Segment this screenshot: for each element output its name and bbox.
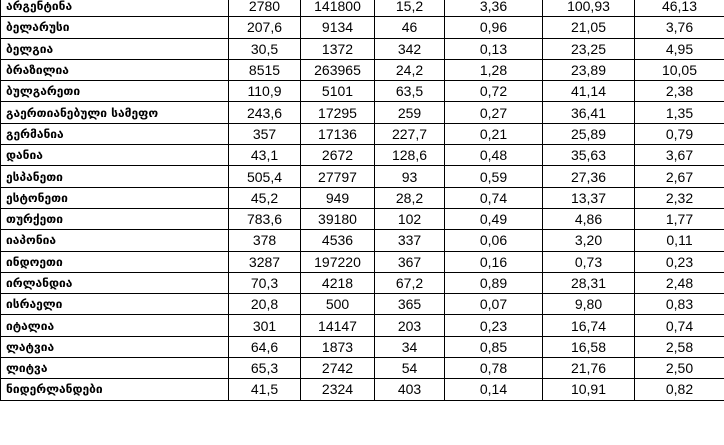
area-cell: 70,3 (229, 272, 301, 293)
area-cell: 357 (229, 123, 301, 144)
area-cell: 301 (229, 315, 301, 336)
density-cell: 34 (375, 336, 445, 357)
index-cell: 100,93 (543, 0, 635, 17)
area-cell: 30,5 (229, 38, 301, 59)
share-cell: 46,13 (635, 0, 724, 17)
country-cell: ინდოეთი (1, 251, 229, 272)
share-cell: 0,79 (635, 123, 724, 144)
area-cell: 2780 (229, 0, 301, 17)
share-cell: 1,77 (635, 208, 724, 229)
table-row (1, 294, 724, 315)
table-row (1, 208, 724, 229)
index-cell: 13,37 (543, 187, 635, 208)
area-cell: 783,6 (229, 208, 301, 229)
index-cell: 16,74 (543, 315, 635, 336)
ratio-cell: 0,23 (445, 315, 543, 336)
index-cell: 4,86 (543, 208, 635, 229)
value-cell: 1873 (301, 336, 375, 357)
index-cell: 41,14 (543, 81, 635, 102)
ratio-cell: 0,59 (445, 166, 543, 187)
index-cell: 3,20 (543, 230, 635, 251)
country-cell: ბრაზილია (1, 59, 229, 80)
share-cell: 2,48 (635, 272, 724, 293)
area-cell: 45,2 (229, 187, 301, 208)
value-cell: 17136 (301, 123, 375, 144)
area-cell: 20,8 (229, 294, 301, 315)
table-row (1, 379, 724, 400)
table-row (1, 272, 724, 293)
table-row (1, 38, 724, 59)
density-cell: 54 (375, 358, 445, 379)
country-cell: ბულგარეთი (1, 81, 229, 102)
share-cell: 2,67 (635, 166, 724, 187)
table-row (1, 251, 724, 272)
table-row (1, 81, 724, 102)
value-cell: 9134 (301, 17, 375, 38)
table-row (1, 336, 724, 357)
index-cell: 23,25 (543, 38, 635, 59)
ratio-cell: 1,28 (445, 59, 543, 80)
ratio-cell: 0,78 (445, 358, 543, 379)
share-cell: 2,38 (635, 81, 724, 102)
density-cell: 102 (375, 208, 445, 229)
density-cell: 67,2 (375, 272, 445, 293)
ratio-cell: 0,07 (445, 294, 543, 315)
value-cell: 14147 (301, 315, 375, 336)
table-row (1, 102, 724, 123)
country-cell: ესპანეთი (1, 166, 229, 187)
ratio-cell: 0,72 (445, 81, 543, 102)
area-cell: 110,9 (229, 81, 301, 102)
country-cell: ბელარუსი (1, 17, 229, 38)
value-cell: 197220 (301, 251, 375, 272)
share-cell: 1,35 (635, 102, 724, 123)
share-cell: 2,58 (635, 336, 724, 357)
country-cell: ლატვია (1, 336, 229, 357)
index-cell: 35,63 (543, 145, 635, 166)
share-cell: 2,50 (635, 358, 724, 379)
value-cell: 2672 (301, 145, 375, 166)
value-cell: 2324 (301, 379, 375, 400)
density-cell: 367 (375, 251, 445, 272)
value-cell: 263965 (301, 59, 375, 80)
country-cell: თურქეთი (1, 208, 229, 229)
area-cell: 64,6 (229, 336, 301, 357)
table-row (1, 0, 724, 17)
index-cell: 28,31 (543, 272, 635, 293)
ratio-cell: 0,96 (445, 17, 543, 38)
country-cell: ირლანდია (1, 272, 229, 293)
country-cell: ნიდერლანდები (1, 379, 229, 400)
index-cell: 36,41 (543, 102, 635, 123)
value-cell: 500 (301, 294, 375, 315)
ratio-cell: 0,14 (445, 379, 543, 400)
country-cell: ესტონეთი (1, 187, 229, 208)
area-cell: 65,3 (229, 358, 301, 379)
index-cell: 21,05 (543, 17, 635, 38)
value-cell: 4536 (301, 230, 375, 251)
density-cell: 403 (375, 379, 445, 400)
density-cell: 46 (375, 17, 445, 38)
index-cell: 27,36 (543, 166, 635, 187)
value-cell: 1372 (301, 38, 375, 59)
value-cell: 2742 (301, 358, 375, 379)
ratio-cell: 0,13 (445, 38, 543, 59)
country-cell: იაპონია (1, 230, 229, 251)
ratio-cell: 0,48 (445, 145, 543, 166)
ratio-cell: 0,89 (445, 272, 543, 293)
country-cell: გერმანია (1, 123, 229, 144)
table-row (1, 358, 724, 379)
ratio-cell: 0,49 (445, 208, 543, 229)
density-cell: 93 (375, 166, 445, 187)
index-cell: 16,58 (543, 336, 635, 357)
density-cell: 337 (375, 230, 445, 251)
country-cell: ისრაელი (1, 294, 229, 315)
density-cell: 203 (375, 315, 445, 336)
table-row (1, 230, 724, 251)
share-cell: 3,67 (635, 145, 724, 166)
value-cell: 949 (301, 187, 375, 208)
ratio-cell: 0,16 (445, 251, 543, 272)
value-cell: 39180 (301, 208, 375, 229)
share-cell: 4,95 (635, 38, 724, 59)
density-cell: 365 (375, 294, 445, 315)
ratio-cell: 0,27 (445, 102, 543, 123)
share-cell: 0,23 (635, 251, 724, 272)
index-cell: 10,91 (543, 379, 635, 400)
table-row (1, 315, 724, 336)
density-cell: 28,2 (375, 187, 445, 208)
area-cell: 8515 (229, 59, 301, 80)
index-cell: 25,89 (543, 123, 635, 144)
density-cell: 15,2 (375, 0, 445, 17)
table-row (1, 166, 724, 187)
table-row (1, 145, 724, 166)
index-cell: 9,80 (543, 294, 635, 315)
density-cell: 342 (375, 38, 445, 59)
density-cell: 24,2 (375, 59, 445, 80)
country-cell: ლიტვა (1, 358, 229, 379)
area-cell: 41,5 (229, 379, 301, 400)
index-cell: 0,73 (543, 251, 635, 272)
area-cell: 43,1 (229, 145, 301, 166)
share-cell: 10,05 (635, 59, 724, 80)
index-cell: 21,76 (543, 358, 635, 379)
ratio-cell: 0,21 (445, 123, 543, 144)
table-row (1, 17, 724, 38)
area-cell: 207,6 (229, 17, 301, 38)
density-cell: 259 (375, 102, 445, 123)
area-cell: 505,4 (229, 166, 301, 187)
country-cell: იტალია (1, 315, 229, 336)
country-cell: გაერთიანებული სამეფო (1, 102, 229, 123)
country-cell: არგენტინა (1, 0, 229, 17)
ratio-cell: 0,06 (445, 230, 543, 251)
value-cell: 5101 (301, 81, 375, 102)
index-cell: 23,89 (543, 59, 635, 80)
ratio-cell: 0,74 (445, 187, 543, 208)
value-cell: 4218 (301, 272, 375, 293)
density-cell: 63,5 (375, 81, 445, 102)
table-body (1, 0, 724, 400)
value-cell: 17295 (301, 102, 375, 123)
density-cell: 128,6 (375, 145, 445, 166)
area-cell: 378 (229, 230, 301, 251)
value-cell: 141800 (301, 0, 375, 17)
value-cell: 27797 (301, 166, 375, 187)
ratio-cell: 3,36 (445, 0, 543, 17)
area-cell: 243,6 (229, 102, 301, 123)
table-row (1, 59, 724, 80)
table-row (1, 187, 724, 208)
share-cell: 0,82 (635, 379, 724, 400)
table-row (1, 123, 724, 144)
share-cell: 0,74 (635, 315, 724, 336)
ratio-cell: 0,85 (445, 336, 543, 357)
country-cell: დანია (1, 145, 229, 166)
share-cell: 0,11 (635, 230, 724, 251)
share-cell: 0,83 (635, 294, 724, 315)
area-cell: 3287 (229, 251, 301, 272)
density-cell: 227,7 (375, 123, 445, 144)
share-cell: 3,76 (635, 17, 724, 38)
share-cell: 2,32 (635, 187, 724, 208)
country-cell: ბელგია (1, 38, 229, 59)
